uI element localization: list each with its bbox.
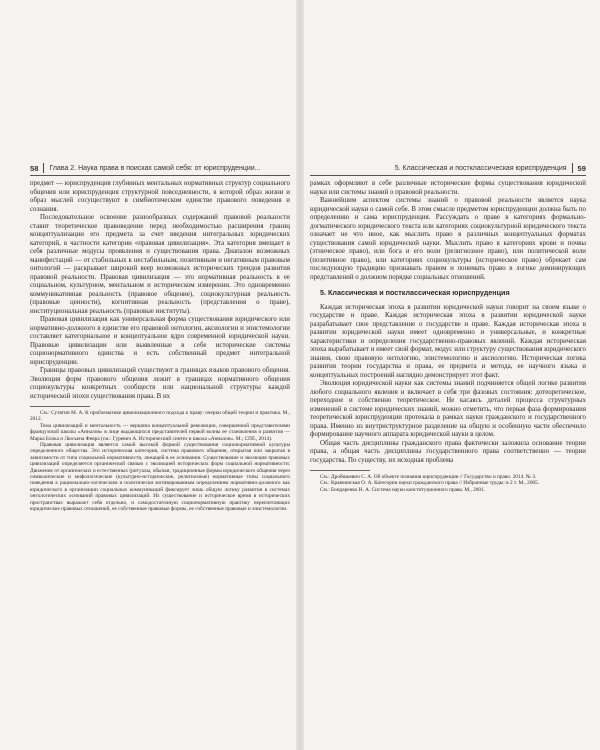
paragraph: Границы правовых цивилизаций существуют в границах языков правового общения. Эволюция форм правового общения лежит в границах нормативного общения социокультуры конкретных сообществ или национальной структуры каждой исторической эпохи существования права. В их <box>30 367 290 400</box>
book-gutter <box>296 0 304 750</box>
paragraph: Общая часть дисциплины гражданского права фактически заложила основание теории права, а общая часть дисциплины государственного права соответственно — теории государства. По существу, их исходная проблема <box>310 439 586 464</box>
footnote-rule <box>30 406 90 407</box>
paragraph: Эволюция юридической науки как системы знаний подчиняется общей логике развития любого социального явления и включает в себя три фазовых состояния: дотеоретическое, переходное и собственно теоретическое. Не касаясь деталей процесса структурных изменений в системе юридических знаний, можно отметить, что первая фаза формирования теоретической юриспруденции протекала в рамках науки гражданского и государственного права. Именно из внутриструктурное разделение на общую и особенную части обеспечило формирование научного аппарата юридической науки в целом. <box>310 380 586 438</box>
footnote-rule <box>310 470 370 471</box>
paragraph: Правовая цивилизация как универсальная форма существования юридического или нормативно-должного в единстве его правовой онтологии, аксиологии и эпистемологии составляет категориальное и концептуальное ядро современной юридической науки. Правовые цивилизации или выявленные в себе исторические системы соционормативного единства и есть собственный предмет интегральной юриспруденции. <box>30 316 290 366</box>
page-body <box>310 180 586 493</box>
paragraph: предмет — юриспруденция глубинных ментальных нормативных структур социального общения или юриспруденция структурной повседневности, в которой образ жизни и образ мыслей сосуществуют в симбиотическом единстве правового поведения и сознания. <box>30 180 290 213</box>
paragraph: Каждая историческая эпоха в развитии юридической науки говорит на своем языке о государстве и праве. Каждая историческая эпоха в развитии юридической науки разрабатывает свое представление о государстве и праве. Каждая историческая эпоха в развитии юридической науки имеет одновременно и универсальные, и конкретные характеристики и определения государственно-правовых явлений. Каждая историческая эпоха вырабатывает и имеет свой формат, модус или структуру существования юридического знания, свою правовую онтологию, эпистемологию и аксиологию. Историческая логика развития теории государства и права, ее предмета и метода, ее научного языка и концептуальных построений наглядно демонстрирует этот факт. <box>310 303 586 379</box>
footnote: См.: Бондаренко Н. А. Система науки конституционного права. М., 2001. <box>320 486 486 493</box>
paragraph: Последовательное освоение разнообразных содержаний правовой реальности ставит теоретическое правоведение перед необходимостью расширения границ концептуализации его предмета за счет введения интегральных юридических категорий, в частности категории «правовая цивилизация». Эта категория вмещает в себя различные модусы проявления и существования права. Диапазон возможных манифестаций — от стабильных к нестабильным, позитивным и негативным правовым онтологий — раскрывает широкий веер возможных исторических трендов развития правовой реальности. Правовая цивилизация — это нормативная реальность в ее социальном, культурном, ментальном и историческом измерении. Это одновременно коммуникативная реальность (правовое общение), социокультурная реальность (правовые ценности), когнитивная реальность (представления о праве), институциональная реальность (правовые институты). <box>30 214 290 315</box>
running-header <box>30 163 290 173</box>
footnote: Правовая цивилизация является самой высокой формой существования соционормативной культуры определенного общества. Это историческая категория, система правового общения, открытая или закрытая в зависимости от типа социальной нормативности, лежащей в ее основании. Существование и эволюция правовых цивилизаций определяется органической связью с эволюцией исторических форм социальной нормативности. Движение от органических и естественных (ритуалы, обычаи, традиционные формы юридического общения через символические и мифологические (культурно-исторические, религиозные) нормативные типы социального поведения к рационально-логическим и политически мотивированным определениям нормативно-должного как юридического в организации социальных коммуникаций фиксирует лишь общую логику развития в системах онтологических оснований правовых цивилизаций. Их существование и историческое время в исторических пространствах выражает себя отдельно, и самодостаточную соционормативную практику переплетающих юридическое правовых отношений, ее собственные правовые формы, ее собственные правовые и эпистемологии. <box>30 442 290 513</box>
header-separator <box>572 163 573 173</box>
footnote: См.: Кравчинская О. А. Категории науки гражданского права // Избранные труды: в 2 т. М., 2005. <box>320 480 540 487</box>
header-rule <box>310 175 586 176</box>
page-number: 58 <box>30 163 39 173</box>
page-body <box>30 180 290 513</box>
section-title: 5. Классическая и постклассическая юриспруденция <box>394 164 567 172</box>
left-page <box>0 0 296 750</box>
chapter-title: Глава 2. Наука права в поисках самой себя: от юриспруденции... <box>49 164 261 172</box>
page-number: 59 <box>577 163 586 173</box>
right-page <box>304 0 600 750</box>
paragraph: рамках оформляют в себе различные исторические формы существования юридической науки или системы знаний о правовой реальности. <box>310 180 586 196</box>
footnote: См.: Сутягин М. А. К проблематике цивилизационного подхода к праву: очерки общей теории и практика. М., 2012. <box>30 410 290 423</box>
running-header <box>310 163 586 173</box>
footnote: См.: Дробязкевич С. А. Об объекте познания юриспруденции // Государство и право. 2014. № 3. <box>320 474 537 480</box>
header-rule <box>30 175 290 176</box>
paragraph: Важнейшим аспектом системы знаний о правовой реальности является наука юридической науки о самой себе. В этом смысле предметом юриспруденции должна быть по определению и сама юриспруденция. Рассуждать о праве в категориях формально-догматического юридического текста или категориях социокультурной юридического текста означает не что иное, как мыслить право в различных концептуальных форматах существования самой юридической науки. Мыслить право в категориях крови и почвы (этническое право), или бога и его воли (религиозное право), или политической воли (позитивное право), или категориях социокультуры (историческое право) обрекает сам последующую традицию признавать правом и понимать право в логике доминирующих представлений о должном порядке социальных отношений. <box>310 197 586 281</box>
header-separator <box>43 163 44 173</box>
footnote: Тема цивилизаций и ментальность — вершина концептуальной революции, совершенной представителями французской школы «Анналов» в лице выдающихся представителей первой волны ее становления и развития — Марка Блока и Люсьена Февра (см.: Гуревич А. Исторический синтез и школа «Анналов». М.; СПб., 2014). <box>30 422 290 442</box>
section-heading: 5. Классическая и постклассическая юриспруденция <box>320 288 510 297</box>
